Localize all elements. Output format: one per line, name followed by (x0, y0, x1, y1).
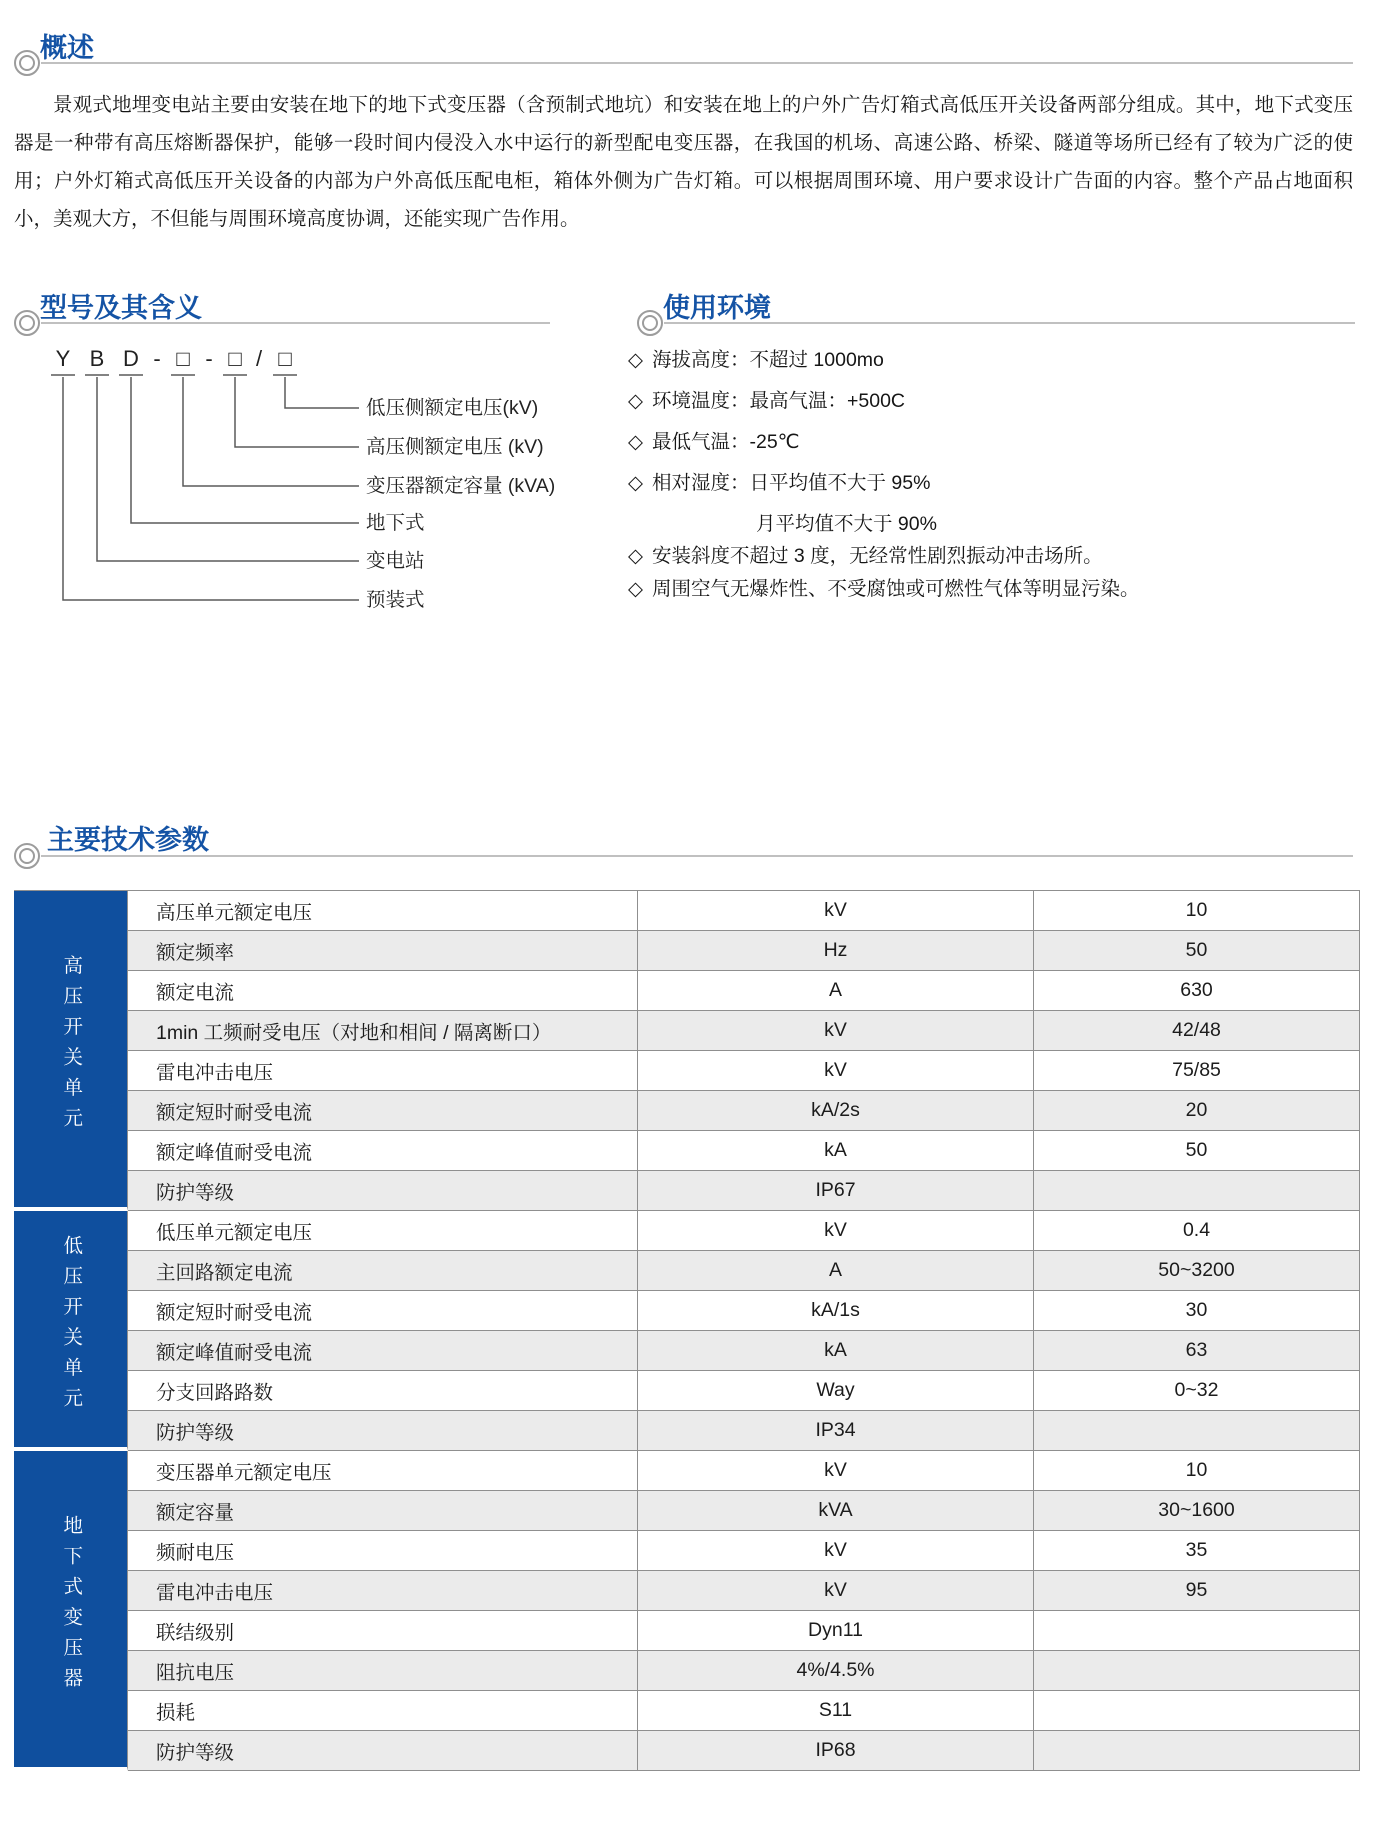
table-row (14, 1491, 1360, 1531)
unit-cell: Way (638, 1371, 1034, 1411)
table-row (14, 1451, 1360, 1491)
param-cell: 联结级别 (128, 1611, 638, 1651)
table-group-hv-switchgear (14, 890, 128, 1211)
value-cell: 10 (1034, 1451, 1360, 1491)
param-cell: 防护等级 (128, 1171, 638, 1211)
param-cell: 额定短时耐受电流 (128, 1091, 638, 1131)
unit-cell: kA (638, 1331, 1034, 1371)
unit-cell: kV (638, 890, 1034, 931)
model-label: 高压侧额定电压 (kV) (366, 436, 544, 458)
section-title-model: 型号及其含义 (40, 293, 202, 323)
unit-cell: kA/1s (638, 1291, 1034, 1331)
env-item-text: 相对湿度：日平均值不大于 95% (652, 472, 931, 494)
env-item (628, 469, 930, 497)
section-ring-icon (637, 310, 663, 336)
env-item-text: 安装斜度不超过 3 度，无经常性剧烈振动冲击场所。 (652, 545, 1103, 567)
section-ring-icon (14, 843, 40, 869)
group-label: 高压开关单元 (60, 954, 83, 1138)
group-label: 低压开关单元 (60, 1234, 83, 1418)
value-cell: 50 (1034, 1131, 1360, 1171)
param-cell: 雷电冲击电压 (128, 1051, 638, 1091)
param-cell: 变压器单元额定电压 (128, 1451, 638, 1491)
diamond-bullet-icon: ◇ (628, 472, 643, 494)
model-code-char: B (89, 346, 105, 371)
env-item (628, 428, 800, 456)
overview-paragraph: 景观式地埋变电站主要由安装在地下的地下式变压器（含预制式地坑）和安装在地上的户外广告灯箱式高低压开关设备两部分组成。其中，地下式变压器是一种带有高压熔断器保护，能够一段时间内侵没入水中运行的新型配电变压器，在我国的机场、高速公路、桥梁、隧道等场所已经有了较为广泛的使用；户外灯箱式高低压开关设备的内部为户外高低压配电柜，箱体外侧为广告灯箱。可以根据周围环境、用户要求设计广告面的内容。整个产品占地面积小，美观大方，不但能与周围环境高度协调，还能实现广告作用。 (14, 94, 1353, 230)
value-cell: 63 (1034, 1331, 1360, 1371)
param-cell: 高压单元额定电压 (128, 890, 638, 931)
table-row (14, 1211, 1360, 1251)
value-cell (1034, 1651, 1360, 1691)
model-label: 地下式 (366, 512, 425, 534)
unit-cell: IP67 (638, 1171, 1034, 1211)
section-title-parameters: 主要技术参数 (47, 825, 209, 855)
section-divider (41, 62, 1353, 64)
parameters-table (14, 890, 1360, 1771)
param-cell: 主回路额定电流 (128, 1251, 638, 1291)
table-group-underground-transformer (14, 1451, 128, 1771)
param-cell: 额定容量 (128, 1491, 638, 1531)
table-row (14, 1571, 1360, 1611)
diamond-bullet-icon: ◇ (628, 349, 643, 371)
param-cell: 防护等级 (128, 1411, 638, 1451)
value-cell: 0~32 (1034, 1371, 1360, 1411)
section-title-overview: 概述 (40, 33, 94, 63)
table-row (14, 1131, 1360, 1171)
diamond-bullet-icon: ◇ (628, 431, 643, 453)
model-code-box: □ (278, 346, 292, 371)
param-cell: 额定短时耐受电流 (128, 1291, 638, 1331)
unit-cell: Dyn11 (638, 1611, 1034, 1651)
param-cell: 防护等级 (128, 1731, 638, 1771)
table-row (14, 1331, 1360, 1371)
model-label: 变电站 (366, 550, 425, 572)
param-cell: 额定电流 (128, 971, 638, 1011)
param-cell: 雷电冲击电压 (128, 1571, 638, 1611)
section-title-environment: 使用环境 (663, 293, 771, 323)
value-cell: 10 (1034, 890, 1360, 931)
model-label: 变压器额定容量 (kVA) (366, 475, 556, 497)
env-item-text: 环境温度：最高气温：+500C (652, 390, 906, 412)
env-item (628, 542, 1103, 570)
table-row (14, 1291, 1360, 1331)
table-row (14, 1171, 1360, 1211)
env-item-continuation (628, 510, 937, 538)
param-cell: 频耐电压 (128, 1531, 638, 1571)
value-cell (1034, 1411, 1360, 1451)
value-cell: 630 (1034, 971, 1360, 1011)
env-item-text: 月平均值不大于 90% (756, 513, 937, 535)
model-code-box: □ (176, 346, 190, 371)
model-label: 预装式 (366, 589, 425, 611)
param-cell: 额定频率 (128, 931, 638, 971)
env-item-text: 海拔高度：不超过 1000mo (652, 349, 884, 371)
table-row (14, 971, 1360, 1011)
value-cell (1034, 1691, 1360, 1731)
unit-cell: kV (638, 1451, 1034, 1491)
unit-cell: kV (638, 1211, 1034, 1251)
value-cell: 50~3200 (1034, 1251, 1360, 1291)
section-divider (41, 855, 1353, 857)
table-row (14, 1691, 1360, 1731)
value-cell (1034, 1731, 1360, 1771)
unit-cell: kV (638, 1531, 1034, 1571)
table-row (14, 1051, 1360, 1091)
value-cell: 30~1600 (1034, 1491, 1360, 1531)
param-cell: 低压单元额定电压 (128, 1211, 638, 1251)
model-code-char: - (205, 346, 213, 371)
value-cell: 20 (1034, 1091, 1360, 1131)
param-cell: 分支回路路数 (128, 1371, 638, 1411)
unit-cell: A (638, 1251, 1034, 1291)
param-cell: 阻抗电压 (128, 1651, 638, 1691)
unit-cell: kV (638, 1051, 1034, 1091)
unit-cell: IP68 (638, 1731, 1034, 1771)
section-ring-icon (14, 50, 40, 76)
table-row (14, 890, 1360, 931)
diamond-bullet-icon: ◇ (628, 578, 643, 600)
model-code-char: D (123, 346, 139, 371)
env-item (628, 387, 905, 415)
value-cell: 95 (1034, 1571, 1360, 1611)
env-item (628, 575, 1140, 603)
unit-cell: kVA (638, 1491, 1034, 1531)
model-code-char: / (255, 346, 263, 371)
value-cell: 30 (1034, 1291, 1360, 1331)
unit-cell: kV (638, 1571, 1034, 1611)
table-row (14, 1411, 1360, 1451)
value-cell: 50 (1034, 931, 1360, 971)
diamond-bullet-icon: ◇ (628, 390, 643, 412)
param-cell: 额定峰值耐受电流 (128, 1331, 638, 1371)
env-item-text: 最低气温：-25℃ (652, 431, 800, 453)
unit-cell: S11 (638, 1691, 1034, 1731)
table-row (14, 1091, 1360, 1131)
table-row (14, 1371, 1360, 1411)
unit-cell: A (638, 971, 1034, 1011)
env-item (628, 346, 884, 374)
param-cell: 损耗 (128, 1691, 638, 1731)
value-cell: 42/48 (1034, 1011, 1360, 1051)
model-code-diagram (14, 332, 634, 672)
table-group-lv-switchgear (14, 1211, 128, 1451)
table-row (14, 1611, 1360, 1651)
param-cell: 1min 工频耐受电压（对地和相间 / 隔离断口） (128, 1011, 638, 1051)
model-label: 低压侧额定电压(kV) (366, 397, 539, 419)
env-item-text: 周围空气无爆炸性、不受腐蚀或可燃性气体等明显污染。 (652, 578, 1140, 600)
unit-cell: kA/2s (638, 1091, 1034, 1131)
param-cell: 额定峰值耐受电流 (128, 1131, 638, 1171)
unit-cell: 4%/4.5% (638, 1651, 1034, 1691)
value-cell (1034, 1611, 1360, 1651)
table-row (14, 1531, 1360, 1571)
value-cell: 35 (1034, 1531, 1360, 1571)
table-row (14, 1651, 1360, 1691)
unit-cell: kA (638, 1131, 1034, 1171)
table-row (14, 1011, 1360, 1051)
diamond-bullet-icon: ◇ (628, 545, 643, 567)
table-row (14, 931, 1360, 971)
value-cell: 0.4 (1034, 1211, 1360, 1251)
unit-cell: kV (638, 1011, 1034, 1051)
table-row (14, 1251, 1360, 1291)
value-cell (1034, 1171, 1360, 1211)
model-code-char: Y (55, 346, 71, 371)
model-code-char: - (153, 346, 161, 371)
unit-cell: Hz (638, 931, 1034, 971)
model-code-box: □ (228, 346, 242, 371)
unit-cell: IP34 (638, 1411, 1034, 1451)
group-label: 地下式变压器 (60, 1514, 83, 1698)
value-cell: 75/85 (1034, 1051, 1360, 1091)
table-row (14, 1731, 1360, 1771)
